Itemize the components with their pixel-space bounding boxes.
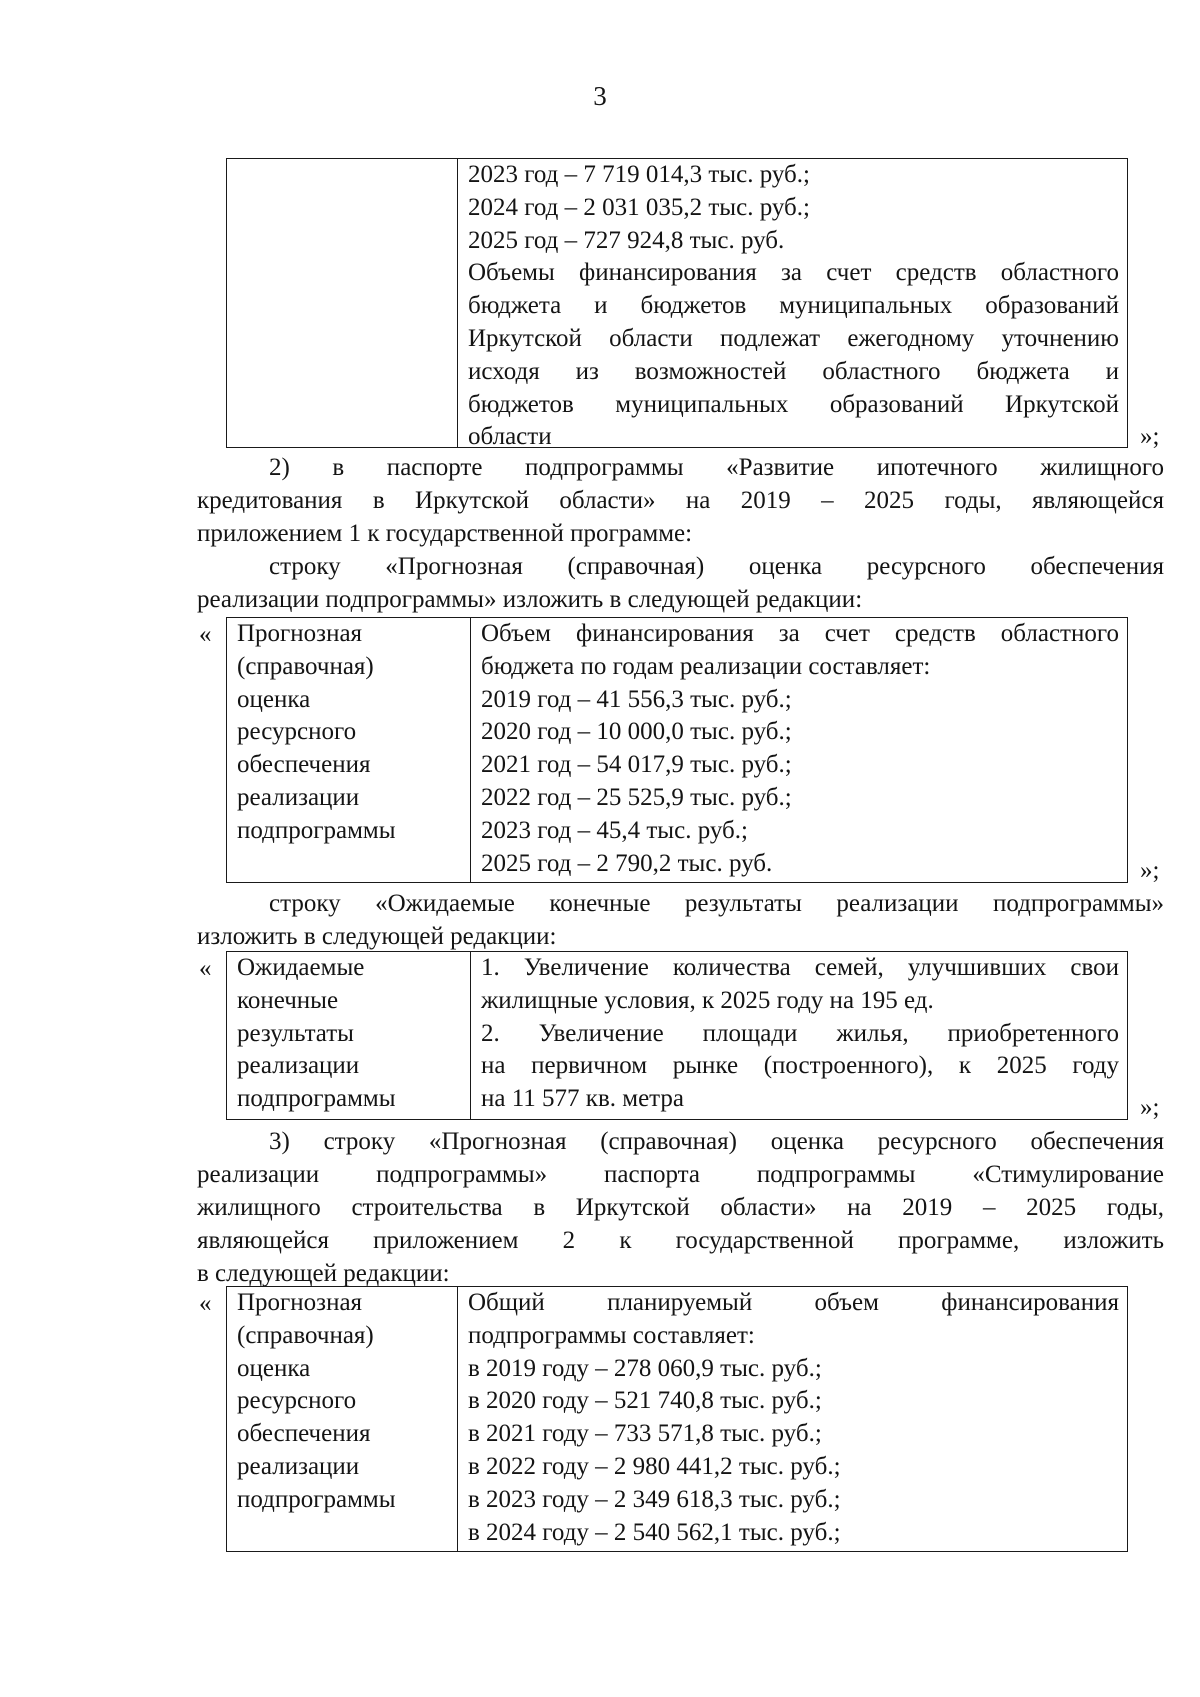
text-line: бюджета по годам реализации составляет: — [481, 652, 931, 680]
text-line: конечные — [237, 986, 339, 1014]
text-line: в 2022 году – 2 980 441,2 тыс. руб.; — [468, 1452, 841, 1480]
table-continuation-left-cell — [227, 159, 458, 447]
text-line: подпрограммы — [237, 1085, 396, 1113]
text-line: 3) строку «Прогнозная (справочная) оценка ресурсного обеспечения — [269, 1128, 1164, 1155]
text-line: приложением 1 к государственной программе: — [197, 520, 693, 547]
table-continuation — [226, 158, 1128, 451]
text-line: реализации подпрограммы» изложить в следующей редакции: — [197, 586, 863, 613]
text-line: реализации — [237, 1052, 360, 1080]
table-resource-estimate-mortgage — [226, 617, 1128, 883]
text-line: подпрограммы составляет: — [468, 1321, 755, 1349]
closing-quote: »; — [1140, 423, 1160, 450]
text-line: в 2019 году – 278 060,9 тыс. руб.; — [468, 1354, 822, 1382]
text-line: 2025 год – 2 790,2 тыс. руб. — [481, 849, 773, 877]
table-expected-results — [226, 951, 1128, 1120]
text-line: строку «Прогнозная (справочная) оценка ресурсного обеспечения — [269, 553, 1164, 580]
table-resource-estimate-housing — [226, 1286, 1128, 1552]
text-line: 2022 год – 25 525,9 тыс. руб.; — [481, 783, 792, 811]
text-line: (справочная) — [237, 1321, 374, 1349]
text-line: жилищного строительства в Иркутской области» на 2019 – 2025 годы, — [197, 1194, 1164, 1221]
page-number: 3 — [593, 81, 607, 111]
text-line: 2023 год – 7 719 014,3 тыс. руб.; — [468, 161, 810, 188]
paragraph-expected-results — [197, 887, 1164, 953]
text-line: Прогнозная — [237, 620, 363, 647]
text-line: 2) в паспорте подпрограммы «Развитие ипотечного жилищного — [269, 454, 1164, 481]
text-line: оценка — [237, 685, 311, 713]
text-line: 2023 год – 45,4 тыс. руб.; — [481, 816, 748, 844]
text-line: 2021 год – 54 017,9 тыс. руб.; — [481, 751, 792, 779]
text-line: подпрограммы — [237, 1485, 396, 1513]
table-value-cell — [458, 1287, 1127, 1551]
closing-quote: »; — [1140, 857, 1160, 884]
table-value-cell — [471, 618, 1127, 882]
text-line: реализации — [237, 783, 360, 811]
text-line: на 11 577 кв. метра — [481, 1085, 684, 1113]
text-line: в 2021 году – 733 571,8 тыс. руб.; — [468, 1420, 822, 1448]
text-line: жилищные условия, к 2025 году на 195 ед. — [481, 986, 934, 1014]
text-line: 2020 год – 10 000,0 тыс. руб.; — [481, 718, 792, 746]
text-line: изложить в следующей редакции: — [197, 923, 557, 950]
text-line: являющейся приложением 2 к государственной программе, изложить — [197, 1227, 1164, 1254]
text-line: 2024 год – 2 031 035,2 тыс. руб.; — [468, 193, 810, 221]
text-line: бюджетов муниципальных образований Иркутской — [468, 390, 1119, 418]
closing-quote: »; — [1140, 1094, 1160, 1121]
opening-quote: « — [199, 955, 212, 982]
table-value-cell — [471, 952, 1127, 1119]
opening-quote: « — [199, 621, 212, 648]
text-line: в 2020 году – 521 740,8 тыс. руб.; — [468, 1387, 822, 1415]
paragraph-item-3 — [197, 1125, 1164, 1290]
text-line: обеспечения — [237, 751, 371, 779]
opening-quote: « — [199, 1290, 212, 1317]
text-line: Ожидаемые — [237, 954, 365, 981]
text-line: 1. Увеличение количества семей, улучшивших свои — [481, 954, 1119, 981]
text-line: ресурсного — [237, 718, 357, 746]
text-line: Иркутской области подлежат ежегодному уточнению — [468, 324, 1119, 352]
table-label-cell — [227, 1287, 458, 1551]
text-line: (справочная) — [237, 652, 374, 680]
text-line: ресурсного — [237, 1387, 357, 1415]
text-line: оценка — [237, 1354, 311, 1382]
text-line: Прогнозная — [237, 1289, 363, 1316]
text-line: 2. Увеличение площади жилья, приобретенного — [481, 1019, 1119, 1047]
text-line: исходя из возможностей областного бюджета и — [468, 357, 1119, 385]
text-line: Объем финансирования за счет средств областного — [481, 620, 1119, 647]
text-line: результаты — [237, 1019, 354, 1047]
table-label-cell — [227, 952, 471, 1119]
text-line: 2025 год – 727 924,8 тыс. руб. — [468, 226, 785, 254]
text-line: реализации подпрограммы» паспорта подпрограммы «Стимулирование — [197, 1161, 1164, 1188]
text-line: бюджета и бюджетов муниципальных образований — [468, 292, 1119, 320]
text-line: 2019 год – 41 556,3 тыс. руб.; — [481, 685, 792, 713]
text-line: на первичном рынке (построенного), к 2025 году — [481, 1052, 1119, 1080]
text-line: кредитования в Иркутской области» на 2019 – 2025 годы, являющейся — [197, 487, 1164, 514]
text-line: обеспечения — [237, 1420, 371, 1448]
text-line: реализации — [237, 1452, 360, 1480]
table-label-cell — [227, 618, 471, 882]
text-line: в следующей редакции: — [197, 1260, 450, 1287]
text-line: Объемы финансирования за счет средств областного — [468, 259, 1119, 287]
text-line: в 2023 году – 2 349 618,3 тыс. руб.; — [468, 1485, 841, 1513]
paragraph-item-2 — [197, 451, 1164, 616]
text-line: Общий планируемый объем финансирования — [468, 1289, 1119, 1316]
text-line: области — [468, 423, 552, 451]
text-line: подпрограммы — [237, 816, 396, 844]
text-line: в 2024 году – 2 540 562,1 тыс. руб.; — [468, 1518, 841, 1546]
table-continuation-right-cell — [458, 159, 1127, 451]
text-line: строку «Ожидаемые конечные результаты реализации подпрограммы» — [269, 890, 1164, 917]
